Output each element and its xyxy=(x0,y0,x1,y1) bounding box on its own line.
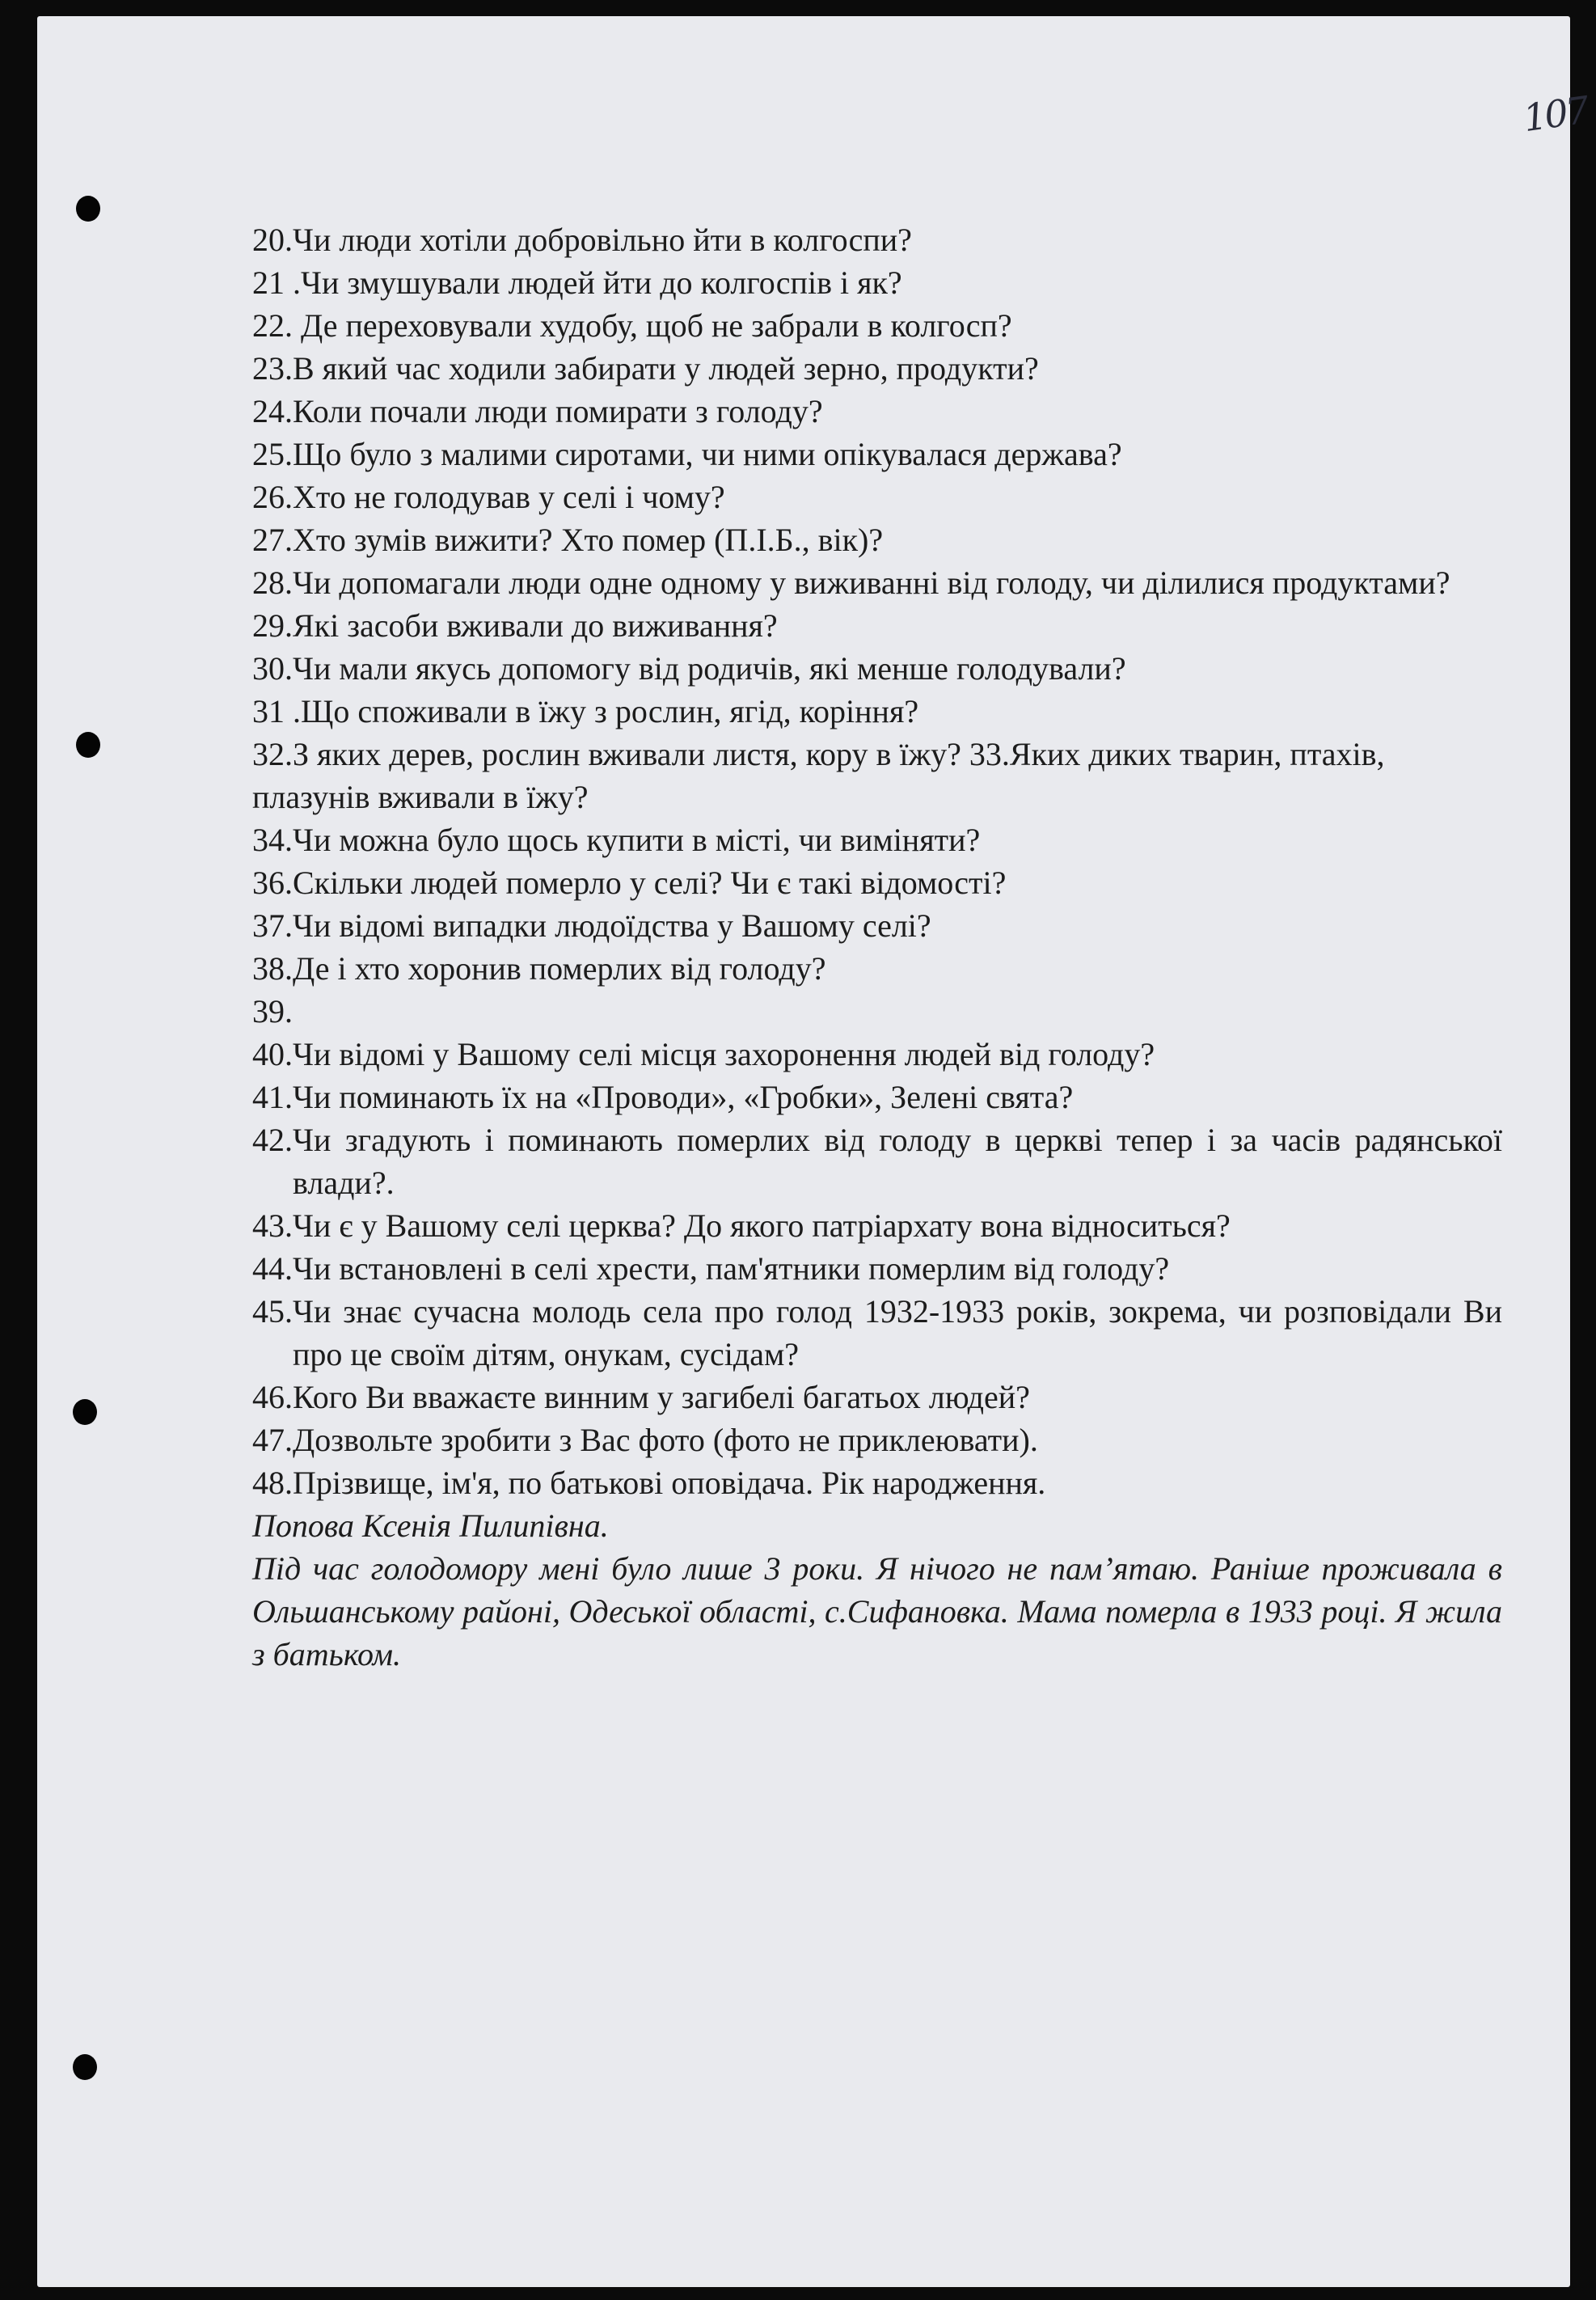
question-text: Де переховували худобу, щоб не забрали в колгосп? xyxy=(301,307,1012,344)
question-number: 44. xyxy=(252,1250,293,1287)
question-32 xyxy=(252,733,1502,818)
handwritten-page-number: 107 xyxy=(1520,87,1590,141)
question-text: Чи мали якусь допомогу від родичів, які менше голодували? xyxy=(293,650,1126,687)
respondent-answer: Під час голодомору мені було лише 3 роки. Я нічого не пам’ятаю. Раніше проживала в Ольшанському районі, Одеської області, с.Сифановка. Мама померла в 1933 році. Я жила з батьком. xyxy=(252,1550,1502,1672)
question-24 xyxy=(252,390,1502,433)
question-number: 29. xyxy=(252,607,293,644)
question-22 xyxy=(252,304,1502,347)
question-text xyxy=(293,990,1502,1033)
punch-hole-4 xyxy=(73,2054,97,2080)
question-text: Хто не голодував у селі і чому? xyxy=(293,479,725,515)
question-45 xyxy=(252,1290,1502,1376)
question-47 xyxy=(252,1418,1502,1461)
question-number: 21 . xyxy=(252,264,301,301)
question-number: 42. xyxy=(252,1122,293,1158)
question-number: 23. xyxy=(252,350,293,387)
question-number: 40. xyxy=(252,1036,293,1072)
question-44 xyxy=(252,1247,1502,1290)
question-number: 22. xyxy=(252,307,301,344)
question-text: Чи поминають їх на «Проводи», «Гробки», Зелені свята? xyxy=(293,1079,1074,1115)
question-number: 26. xyxy=(252,479,293,515)
question-27 xyxy=(252,518,1502,561)
respondent-name: Попова Ксенія Пилипівна. xyxy=(252,1507,609,1544)
question-number: 36. xyxy=(252,865,293,901)
question-number: 32. xyxy=(252,736,293,772)
question-number: 38. xyxy=(252,950,293,987)
question-21 xyxy=(252,261,1502,304)
question-39 xyxy=(252,990,1502,1033)
question-text: Чи встановлені в селі хрести, пам'ятники померлим від голоду? xyxy=(293,1250,1170,1287)
question-text: Чи відомі у Вашому селі місця захоронення людей від голоду? xyxy=(293,1036,1155,1072)
question-number: 34. xyxy=(252,822,293,858)
question-text: Чи є у Вашому селі церква? До якого патріархату вона відноситься? xyxy=(293,1207,1231,1244)
question-number: 43. xyxy=(252,1207,293,1244)
question-number: 47. xyxy=(252,1422,293,1458)
question-number: 48. xyxy=(252,1465,293,1501)
question-30 xyxy=(252,647,1502,690)
question-number: 27. xyxy=(252,522,293,558)
question-46 xyxy=(252,1376,1502,1418)
question-text: Коли почали люди помирати з голоду? xyxy=(293,393,823,429)
question-text: Чи люди хотіли добровільно йти в колгоспи? xyxy=(293,222,912,258)
question-text: Де і хто хоронив померлих від голоду? xyxy=(293,950,826,987)
question-number: 41. xyxy=(252,1079,293,1115)
question-text: Чи згадують і поминають померлих від голоду в церкві тепер і за часів радянської влади?. xyxy=(293,1122,1502,1201)
question-25 xyxy=(252,433,1502,476)
question-number: 39. xyxy=(252,993,293,1030)
question-48 xyxy=(252,1461,1502,1504)
question-34 xyxy=(252,818,1502,861)
question-text: Чи можна було щось купити в місті, чи виміняти? xyxy=(293,822,981,858)
question-37 xyxy=(252,904,1502,947)
questionnaire xyxy=(252,218,1502,1676)
question-text: Чи допомагали люди одне одному у виживанні від голоду, чи ділилися продуктами? xyxy=(293,564,1450,601)
question-text: В який час ходили забирати у людей зерно, продукти? xyxy=(293,350,1039,387)
question-42 xyxy=(252,1118,1502,1204)
question-text: Дозвольте зробити з Вас фото (фото не приклеювати). xyxy=(293,1422,1038,1458)
question-text: Скільки людей померло у селі? Чи є такі відомості? xyxy=(293,865,1007,901)
question-number: 20. xyxy=(252,222,293,258)
question-text: Що споживали в їжу з рослин, ягід, коріння? xyxy=(301,693,919,729)
question-text: Кого Ви вважаєте винним у загибелі багатьох людей? xyxy=(293,1379,1030,1415)
question-23 xyxy=(252,347,1502,390)
question-number: 25. xyxy=(252,436,293,472)
punch-hole-3 xyxy=(73,1399,97,1425)
question-41 xyxy=(252,1076,1502,1118)
question-text: Чи знає сучасна молодь села про голод 1932-1933 років, зокрема, чи розповідали Ви про це своїм дітям, онукам, сусідам? xyxy=(293,1293,1502,1372)
question-number: 46. xyxy=(252,1379,293,1415)
question-31 xyxy=(252,690,1502,733)
question-43 xyxy=(252,1204,1502,1247)
question-number: 30. xyxy=(252,650,293,687)
question-text: З яких дерев, рослин вживали листя, кору в їжу? 33.Яких диких тварин, птахів, плазунів вживали в їжу? xyxy=(252,736,1385,815)
question-38 xyxy=(252,947,1502,990)
question-text: Хто зумів вижити? Хто помер (П.І.Б., вік)? xyxy=(293,522,884,558)
question-text: Чи змушували людей йти до колгоспів і як? xyxy=(301,264,902,301)
question-text: Чи відомі випадки людоїдства у Вашому селі? xyxy=(293,907,931,944)
question-number: 31 . xyxy=(252,693,301,729)
question-number: 24. xyxy=(252,393,293,429)
question-number: 28. xyxy=(252,564,293,601)
question-text: Що було з малими сиротами, чи ними опікувалася держава? xyxy=(293,436,1122,472)
punch-hole-2 xyxy=(76,732,100,758)
question-36 xyxy=(252,861,1502,904)
question-number: 45. xyxy=(252,1293,293,1330)
question-28 xyxy=(252,561,1502,604)
question-26 xyxy=(252,476,1502,518)
question-40 xyxy=(252,1033,1502,1076)
question-number: 37. xyxy=(252,907,293,944)
question-text: Прізвище, ім'я, по батькові оповідача. Рік народження. xyxy=(293,1465,1046,1501)
punch-hole-1 xyxy=(76,196,100,222)
question-29 xyxy=(252,604,1502,647)
question-text: Які засоби вживали до виживання? xyxy=(293,607,778,644)
question-20 xyxy=(252,218,1502,261)
